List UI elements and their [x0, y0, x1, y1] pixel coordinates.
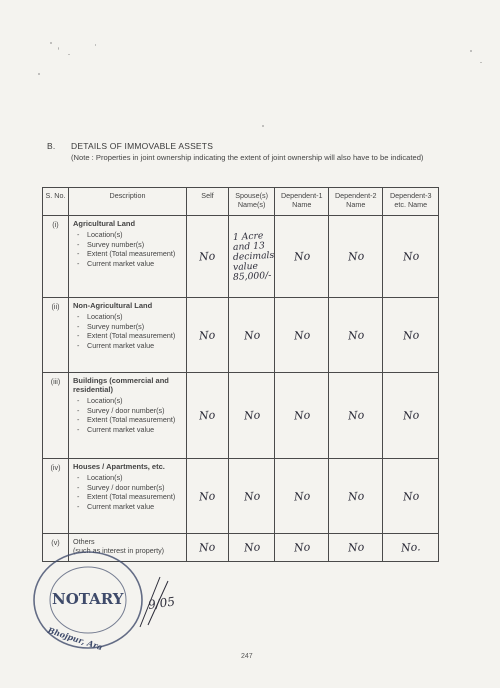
- category-title: Buildings (commercial and residential): [73, 376, 169, 394]
- self-value: No: [187, 298, 229, 373]
- spouse-line: 85,000/-: [232, 269, 272, 283]
- spouse-value: No: [229, 373, 275, 459]
- dependent-2-value: No: [329, 534, 383, 562]
- row-sno: (i): [43, 216, 69, 298]
- row-sno: (v): [43, 534, 69, 562]
- notary-stamp: [30, 548, 150, 653]
- header-dependent-2: Dependent-2 Name: [329, 188, 383, 216]
- sub-item: - Current market value: [77, 341, 186, 351]
- spouse-value: No: [229, 459, 275, 534]
- stamp-place: Bhojpur, Ara: [46, 624, 104, 653]
- dependent-1-value: No: [275, 534, 329, 562]
- dependent-1-value: No: [275, 216, 329, 298]
- header-dependent-3: Dependent-3 etc. Name: [383, 188, 439, 216]
- sub-item: - Current market value: [77, 259, 186, 269]
- signature: [138, 573, 188, 629]
- dependent-3-value: No: [383, 459, 439, 534]
- section-note: (Note : Properties in joint ownership indicating the extent of joint ownership will also have to be indicated): [71, 153, 424, 162]
- row-sno: (ii): [43, 298, 69, 373]
- scan-speck: [480, 62, 482, 63]
- scan-speck: [95, 44, 96, 46]
- scan-speck: [50, 42, 52, 44]
- category-title: Agricultural Land: [73, 219, 136, 228]
- sub-item: - Current market value: [77, 425, 186, 435]
- dependent-2-value: No: [329, 459, 383, 534]
- header-dependent-1: Dependent-1 Name: [275, 188, 329, 216]
- row-sno: (iv): [43, 459, 69, 534]
- self-value: No: [187, 459, 229, 534]
- dependent-1-value: No: [275, 373, 329, 459]
- table-row: [43, 298, 439, 373]
- dependent-3-value: No.: [383, 534, 439, 562]
- self-value: No: [187, 373, 229, 459]
- sub-item: - Survey / door number(s): [77, 406, 186, 416]
- spouse-value: No: [229, 298, 275, 373]
- dependent-3-value: No: [383, 216, 439, 298]
- scan-speck: [68, 54, 70, 55]
- sub-item: - Survey number(s): [77, 322, 186, 332]
- category-title: Houses / Apartments, etc.: [73, 462, 165, 471]
- scan-speck: [38, 73, 40, 75]
- signature-date: 9/05: [147, 594, 176, 613]
- header-self: Self: [187, 188, 229, 216]
- row-description: [69, 373, 187, 459]
- self-value: No: [187, 534, 229, 562]
- spouse-line: 1 Acre: [232, 229, 264, 243]
- section-heading: [47, 141, 213, 151]
- sub-item: - Extent (Total measurement): [77, 331, 186, 341]
- section-number: B.: [47, 141, 56, 151]
- table-header-row: [43, 188, 439, 216]
- header-sno: S. No.: [43, 188, 69, 216]
- category-subtitle: (such as interest in property): [73, 546, 165, 555]
- stamp-title: NOTARY: [52, 590, 124, 608]
- row-sno: (iii): [43, 373, 69, 459]
- sub-item: - Extent (Total measurement): [77, 249, 186, 259]
- scan-speck: [58, 47, 59, 50]
- spouse-line: decimals: [232, 249, 275, 263]
- table-row: [43, 216, 439, 298]
- sub-item: - Current market value: [77, 502, 186, 512]
- row-description: [69, 298, 187, 373]
- table-row: [43, 373, 439, 459]
- category-title: Non-Agricultural Land: [73, 301, 153, 310]
- sub-item: - Survey / door number(s): [77, 483, 186, 493]
- sub-item: - Extent (Total measurement): [77, 492, 186, 502]
- spouse-value: No: [229, 534, 275, 562]
- scan-speck: [470, 50, 472, 52]
- immovable-assets-table: [42, 187, 439, 562]
- sub-item: - Extent (Total measurement): [77, 415, 186, 425]
- dependent-1-value: No: [275, 459, 329, 534]
- dependent-2-value: No: [329, 373, 383, 459]
- dependent-2-value: No: [329, 298, 383, 373]
- scan-speck: [262, 125, 264, 127]
- row-description: [69, 216, 187, 298]
- header-spouse: Spouse(s) Name(s): [229, 188, 275, 216]
- spouse-line: and 13: [232, 239, 266, 253]
- spouse-value: [229, 216, 275, 298]
- row-description: [69, 459, 187, 534]
- sub-item: - Location(s): [77, 230, 186, 240]
- sub-item: - Location(s): [77, 473, 186, 483]
- dependent-3-value: No: [383, 373, 439, 459]
- sub-item: - Location(s): [77, 396, 186, 406]
- page-number: 247: [241, 653, 253, 660]
- dependent-2-value: No: [329, 216, 383, 298]
- section-title: DETAILS OF IMMOVABLE ASSETS: [71, 141, 214, 151]
- sub-item: - Survey number(s): [77, 240, 186, 250]
- header-description: Description: [69, 188, 187, 216]
- dependent-3-value: No: [383, 298, 439, 373]
- table-row: [43, 459, 439, 534]
- dependent-1-value: No: [275, 298, 329, 373]
- self-value: No: [187, 216, 229, 298]
- category-title: Others: [73, 537, 95, 546]
- spouse-line: value: [232, 260, 259, 273]
- sub-item: - Location(s): [77, 312, 186, 322]
